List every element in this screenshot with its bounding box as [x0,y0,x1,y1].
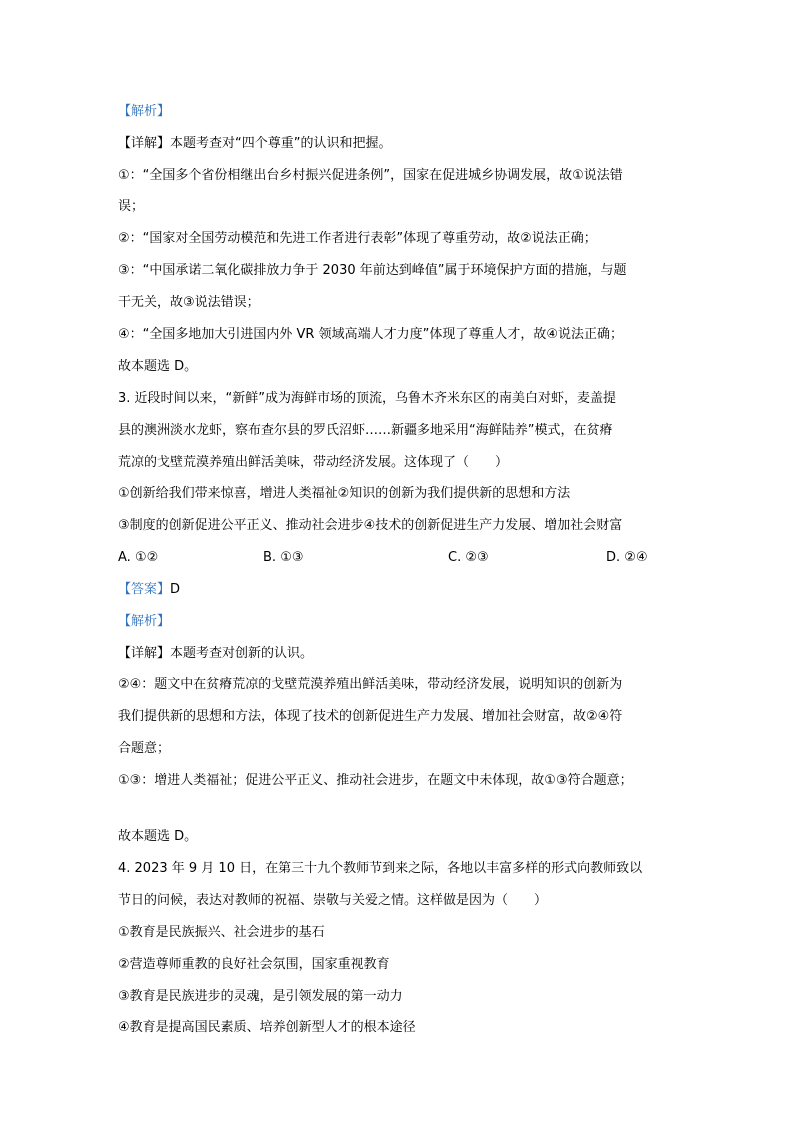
question-stem: 3. 近段时间以来，“新鲜”成为海鲜市场的顶流，乌鲁木齐米东区的南美白对虾，麦盖提 [118,391,617,406]
statement-line: ④教育是提高国民素质、培养创新型人才的根本途径 [118,1020,416,1035]
analysis-line: ②：“国家对全国劳动模范和先进工作者进行表彰”体现了尊重劳动，故②说法正确； [118,231,597,246]
analysis-line: ①③：增进人类福祉；促进公平正义、推动社会进步，在题文中未体现，故①③符合题意； [118,773,633,788]
option-b: B. ①③ [263,550,304,565]
conclusion-line: 故本题选 D。 [118,359,198,374]
analysis-line: 合题意； [118,741,171,756]
detail-label: 【详解】 [118,646,171,661]
statement-line: ③教育是民族进步的灵魂，是引领发展的第一动力 [118,989,403,1004]
detail-paragraph: 【详解】本题考查对创新的认识。 [118,646,314,661]
question-stem: 4. 2023 年 9 月 10 日，在第三十九个教师节到来之际，各地以丰富多样的形式向教师致以 [118,861,643,876]
question-stem: 节日的问候，表达对教师的祝福、崇敬与关爱之情。这样做是因为（ ） [118,893,548,908]
analysis-line: ②④：题文中在贫瘠荒凉的戈壁荒漠养殖出鲜活美味，带动经济发展，说明知识的创新为 [118,677,623,692]
analysis-line: ①：“全国多个省份相继出台乡村振兴促进条例”，国家在促进城乡协调发展，故①说法错 [118,168,623,183]
detail-paragraph: 【详解】本题考查对“四个尊重”的认识和把握。 [118,136,392,151]
answer-label: 【答案】 [118,582,171,597]
answer-value: D [170,582,181,597]
analysis-line: ④：“全国多地加大引进国内外 VR 领域高端人才力度”体现了尊重人才，故④说法正确； [118,327,623,342]
statement-line: ②营造尊师重教的良好社会氛围，国家重视教育 [118,957,390,972]
conclusion-line: 故本题选 D。 [118,829,198,844]
answer-line [118,582,180,598]
detail-label: 【详解】 [118,136,171,151]
statement-line: ①创新给我们带来惊喜，增进人类福祉②知识的创新为我们提供新的思想和方法 [118,486,571,501]
option-a: A. ①② [118,550,159,565]
question-stem: 荒凉的戈壁荒漠养殖出鲜活美味，带动经济发展。这体现了（ ） [118,455,509,470]
option-c: C. ②③ [448,550,489,565]
question-stem: 县的澳洲淡水龙虾，察布查尔县的罗氏沼虾……新疆多地采用“海鲜陆养”模式，在贫瘠 [118,423,613,438]
analysis-line: 我们提供新的思想和方法，体现了技术的创新促进生产力发展、增加社会财富，故②④符 [118,709,623,724]
statement-line: ①教育是民族振兴、社会进步的基石 [118,925,325,940]
statement-line: ③制度的创新促进公平正义、推动社会进步④技术的创新促进生产力发展、增加社会财富 [118,518,623,533]
analysis-label: 【解析】 [118,614,171,629]
analysis-line: ③：“中国承诺二氧化碳排放力争于 2030 年前达到峰值”属于环境保护方面的措施，与题 [118,263,627,278]
option-d: D. ②④ [606,550,648,565]
analysis-line: 干无关，故③说法错误； [118,295,260,310]
analysis-label: 【解析】 [118,104,171,119]
analysis-line: 误； [118,199,145,214]
